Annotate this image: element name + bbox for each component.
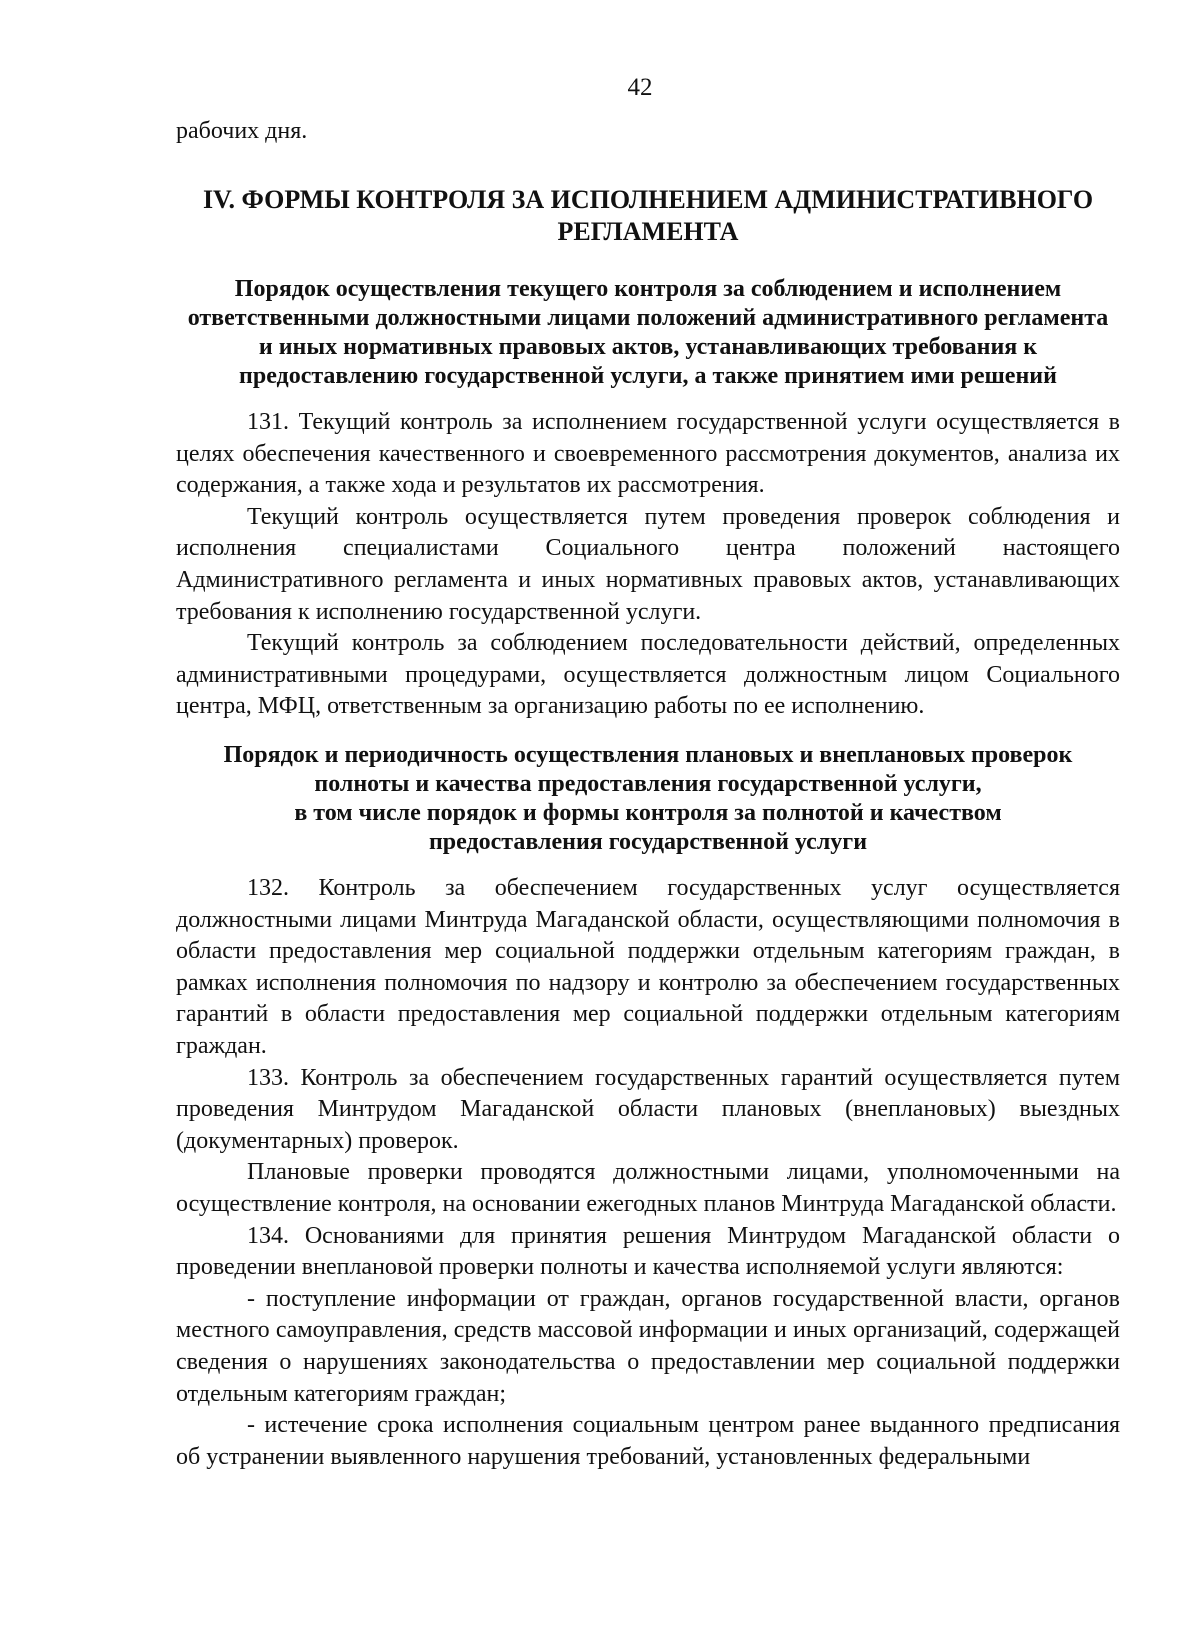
subsection-title-line: Порядок и периодичность осуществления плановых и внеплановых проверок — [223, 742, 1073, 768]
subsection-title-line: и иных нормативных правовых актов, устанавливающих требования к — [258, 334, 1038, 360]
paragraph-current-control-checks: Текущий контроль осуществляется путем проведения проверок соблюдения и исполнения специалистами Социального центра положений настоящего Административного регламента и иных нормативных правовых актов, устанавливающих требования к исполнению государственной услуги. — [176, 503, 1120, 625]
paragraph-current-control-sequence: Текущий контроль за соблюдением последовательности действий, определенных административными процедурами, осуществляется должностным лицом Социального центра, МФЦ, ответственным за организацию работы по ее исполнению. — [176, 630, 1120, 720]
inspections-body — [176, 873, 1120, 1473]
list-item-deadline-expired: - истечение срока исполнения социальным центром ранее выданного предписания об устранении выявленного нарушения требований, установленных федеральными — [176, 1412, 1120, 1470]
page-number: 42 — [627, 74, 653, 101]
paragraph-planned-checks: Плановые проверки проводятся должностными лицами, уполномоченными на осуществление контроля, на основании ежегодных планов Минтруда Магаданской области. — [176, 1159, 1120, 1217]
subsection-title-line: Порядок осуществления текущего контроля за соблюдением и исполнением — [234, 276, 1062, 302]
subsection-title-line: ответственными должностными лицами положений административного регламента — [187, 305, 1109, 331]
carryover-text: рабочих дня. — [176, 118, 308, 144]
paragraph-131: 131. Текущий контроль за исполнением государственной услуги осуществляется в целях обеспечения качественного и своевременного рассмотрения документов, анализа их содержания, а также хода и результатов их рассмотрения. — [176, 409, 1120, 499]
paragraph-133: 133. Контроль за обеспечением государственных гарантий осуществляется путем проведения Минтрудом Магаданской области плановых (внеплановых) выездных (документарных) проверок. — [176, 1064, 1120, 1154]
section-title-line: РЕГЛАМЕНТА — [557, 217, 739, 246]
subsection-title-line: предоставления государственной услуги — [428, 829, 868, 855]
paragraph-134: 134. Основаниями для принятия решения Минтрудом Магаданской области о проведении внеплановой проверки полноты и качества исполняемой услуги являются: — [176, 1222, 1120, 1281]
section-title — [176, 184, 1120, 248]
paragraph-132: 132. Контроль за обеспечением государственных услуг осуществляется должностными лицами Минтруда Магаданской области, осуществляющими полномочия в области предоставления мер социальной поддержки отдельным категориям граждан, в рамках исполнения полномочия по надзору и контролю за обеспечением государственных гарантий в области предоставления мер социальной поддержки отдельным категориям граждан. — [176, 875, 1120, 1059]
subsection-title-current-control — [176, 275, 1120, 391]
subsection-title-inspections — [176, 741, 1120, 857]
list-item-information-received: - поступление информации от граждан, органов государственной власти, органов местного самоуправления, средств массовой информации и иных организаций, содержащей сведения о нарушениях законодательства о предоставлении мер социальной поддержки отдельным категориям граждан; — [176, 1285, 1120, 1407]
carryover-block — [176, 116, 1120, 148]
subsection-title-line: предоставлению государственной услуги, а также принятием ими решений — [239, 363, 1057, 389]
subsection-title-line: полноты и качества предоставления государственной услуги, — [314, 771, 982, 797]
section-title-line: IV. ФОРМЫ КОНТРОЛЯ ЗА ИСПОЛНЕНИЕМ АДМИНИСТРАТИВНОГО — [202, 185, 1094, 214]
subsection-title-line: в том числе порядок и формы контроля за полнотой и качеством — [294, 800, 1002, 826]
current-control-body — [176, 407, 1120, 723]
